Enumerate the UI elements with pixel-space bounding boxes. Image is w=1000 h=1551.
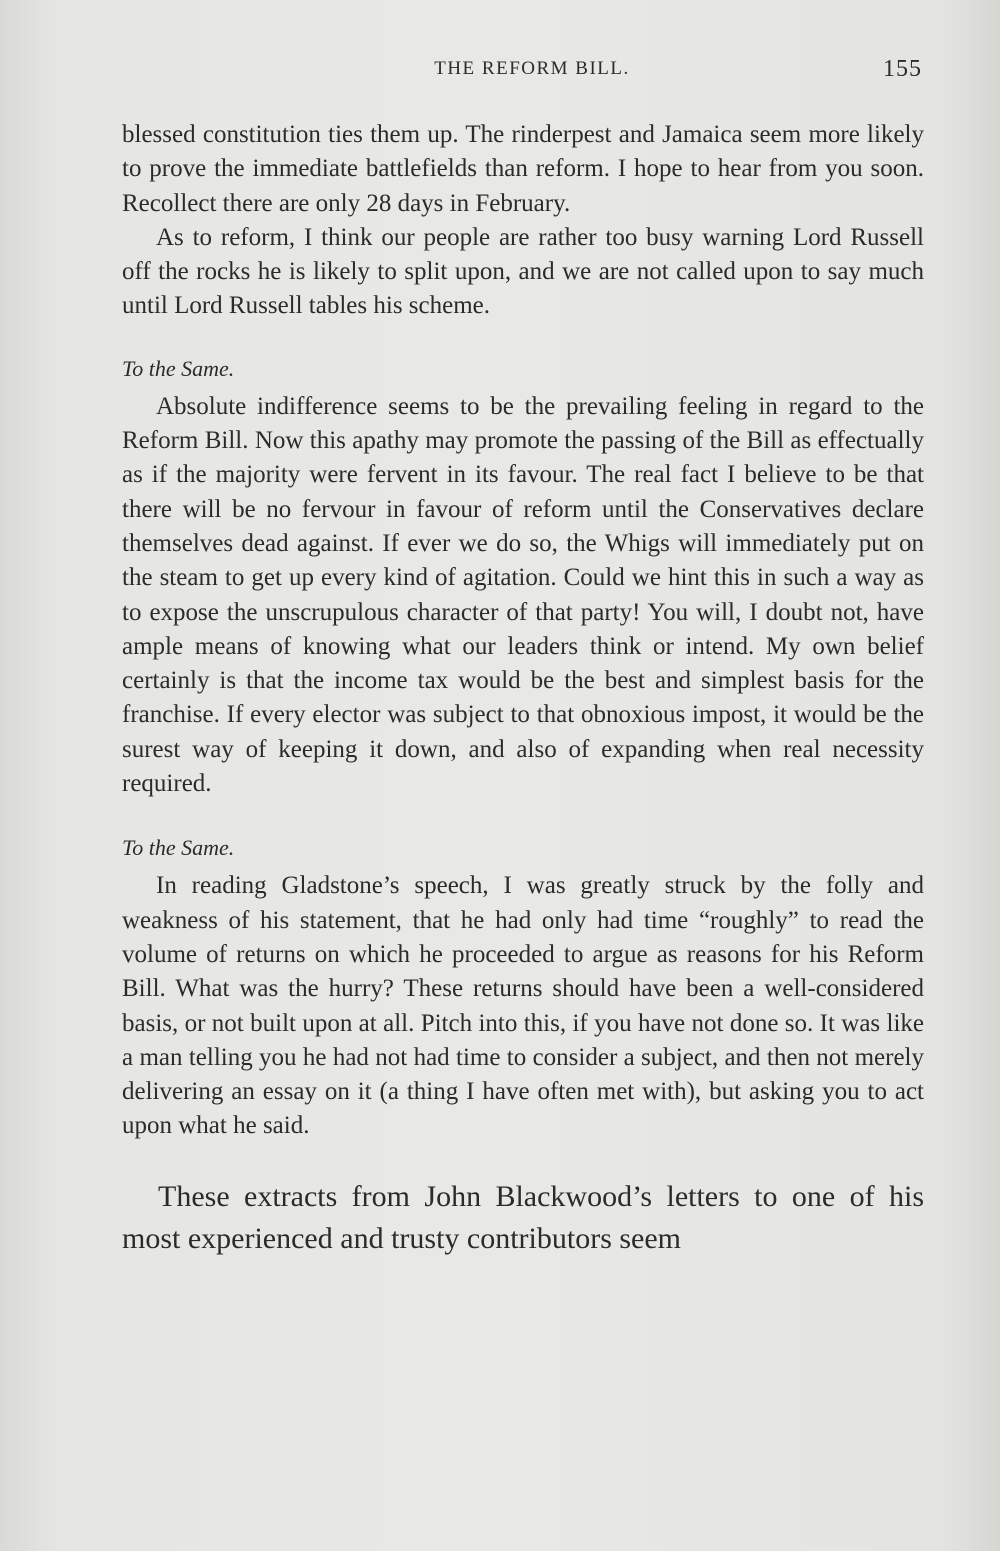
body-text bbox=[122, 118, 924, 1260]
indifference-paragraph: Absolute indifference seems to be the prevailing feeling in regard to the Reform Bill. Now this apathy may promote the passing of the Bill as effectually as if the majority were fervent in its favour. The real fact I believe to be that there will be no fervour in favour of reform until the Conservatives declare themselves dead against. If ever we do so, the Whigs will immediately put on the steam to get up every kind of agitation. Could we hint this in such a way as to expose the unscrupulous character of that party! You will, I doubt not, have ample means of knowing what our leaders think or intend. My own belief certainly is that the income tax would be the best and simplest basis for the franchise. If every elector was subject to that obnoxious impost, it would be the surest way of keeping it down, and also of expanding when real necessity required. bbox=[122, 392, 924, 798]
reform-paragraph: As to reform, I think our people are rather too busy warning Lord Russell off the rocks he is likely to split upon, and we are not called upon to say much until Lord Russell tables his scheme. bbox=[122, 223, 924, 320]
letter-continuation-paragraph: blessed constitution ties them up. The rinderpest and Jamaica seem more likely to prove the immediate battlefields than reform. I hope to hear from you soon. Recollect there are only 28 days in February. bbox=[122, 121, 924, 217]
page-number: 155 bbox=[883, 56, 922, 82]
gladstone-paragraph: In reading Gladstone’s speech, I was greatly struck by the folly and weakness of his statement, that he had only had time “roughly” to read the volume of returns on which he proceeded to argue as reasons for his Reform Bill. What was the hurry? These returns should have been a well-considered basis, or not built upon at all. Pitch into this, if you have not done so. It was like a man telling you he had not had time to consider a subject, and then not merely delivering an essay on it (a thing I have often met with), but asking you to act upon what he said. bbox=[122, 872, 924, 1140]
page-header bbox=[122, 58, 922, 88]
running-title: THE REFORM BILL. bbox=[434, 58, 630, 79]
letter-heading: To the Same. bbox=[122, 355, 235, 381]
letter-heading: To the Same. bbox=[122, 835, 235, 861]
closing-paragraph: These extracts from John Blackwood’s letters to one of his most experienced and trusty contributors seem bbox=[122, 1179, 924, 1255]
